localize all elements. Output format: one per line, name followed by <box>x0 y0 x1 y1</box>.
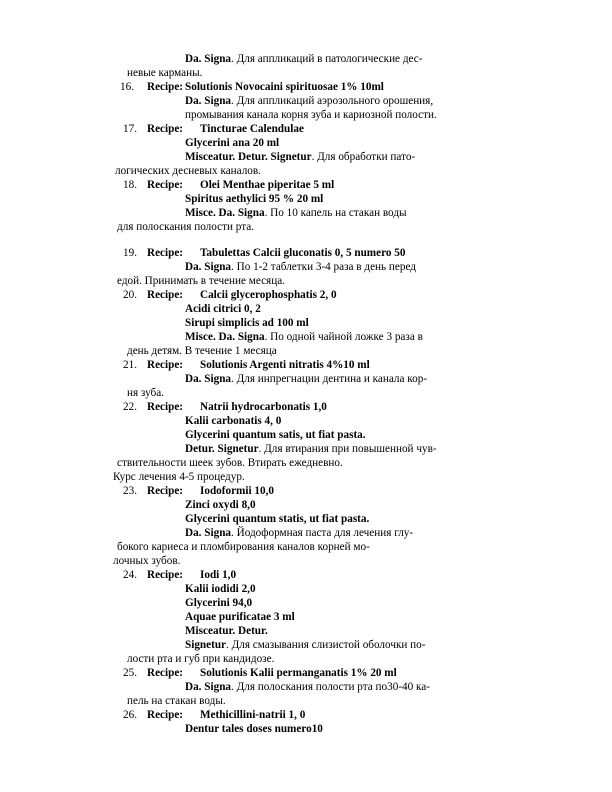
latin-prescription-text: Solutionis Argenti nitratis 4%10 ml <box>200 359 370 371</box>
text-line <box>113 471 245 484</box>
text-line <box>127 345 277 358</box>
text-line <box>185 331 423 344</box>
text-line <box>185 499 256 512</box>
text-line <box>185 109 437 122</box>
text-line <box>185 723 323 736</box>
latin-prescription-text: Misceatur. Detur. Signetur <box>185 151 312 163</box>
instruction-text: лости рта и губ при кандидозе. <box>127 653 275 665</box>
recipe-label: Recipe: <box>147 179 184 191</box>
text-line <box>185 429 366 442</box>
text-line <box>127 695 226 708</box>
instruction-text: ствительности шеек зубов. Втирать ежедневно. <box>117 457 343 469</box>
text-line <box>185 443 437 456</box>
instruction-text: Курс лечения 4-5 процедур. <box>113 471 245 483</box>
text-line <box>185 53 422 66</box>
text-line <box>200 485 274 498</box>
text-line <box>200 401 327 414</box>
text-line <box>185 583 256 596</box>
instruction-text: . По 10 капель на стакан воды <box>264 207 407 219</box>
instruction-text: бокого кариеса и пломбирования каналов корней мо- <box>117 541 370 553</box>
instruction-text: лочных зубов. <box>113 555 181 567</box>
text-line <box>200 123 304 136</box>
latin-prescription-text: Natrii hydrocarbonatis 1,0 <box>200 401 327 413</box>
recipe-label: Recipe: <box>147 247 184 259</box>
text-line <box>185 611 295 624</box>
text-line <box>185 193 323 206</box>
instruction-text: . Для инпрегнации дентина и канала кор- <box>231 373 428 385</box>
text-line <box>185 373 427 386</box>
latin-prescription-text: Acidi citrici 0, 2 <box>185 303 261 315</box>
instruction-text: . Для полоскания полости рта по30-40 ка- <box>231 681 430 693</box>
text-line <box>185 303 261 316</box>
latin-prescription-text: Detur. Signetur <box>185 443 259 455</box>
latin-prescription-text: Spiritus aethylici 95 % 20 ml <box>185 193 324 205</box>
text-line <box>200 709 305 722</box>
text-line <box>200 667 397 680</box>
latin-prescription-text: Iodi 1,0 <box>200 569 237 581</box>
text-line <box>117 275 285 288</box>
latin-prescription-text: Da. Signa <box>185 53 232 65</box>
recipe-number: 17. <box>123 123 137 135</box>
latin-prescription-text: Da. Signa <box>185 261 232 273</box>
recipe-label: Recipe: <box>147 569 184 581</box>
latin-prescription-text: Misce. Da. Signa <box>185 331 265 343</box>
instruction-text: промывания канала корня зуба и кариозной полости. <box>185 109 437 121</box>
text-line <box>185 639 425 652</box>
latin-prescription-text: Solutionis Novocaini spirituosae 1% 10ml <box>185 81 384 93</box>
latin-prescription-text: Solutionis Kalii permanganatis 1% 20 ml <box>200 667 397 679</box>
recipe-number: 23. <box>123 485 137 497</box>
recipe-label: Recipe: <box>147 81 184 93</box>
text-line <box>117 457 343 470</box>
latin-prescription-text: Calcii glycerophosphatis 2, 0 <box>200 289 337 301</box>
latin-prescription-text: Da. Signa <box>185 527 232 539</box>
latin-prescription-text: Glycerini quantum statis, ut fiat pasta. <box>185 513 370 525</box>
text-line <box>200 569 236 582</box>
text-line <box>200 179 334 192</box>
recipe-label: Recipe: <box>147 401 184 413</box>
text-line <box>185 81 384 94</box>
latin-prescription-text: Glycerini 94,0 <box>185 597 253 609</box>
text-line <box>185 207 407 220</box>
text-line <box>185 681 430 694</box>
latin-prescription-text: Aquae purificatae 3 ml <box>185 611 295 623</box>
text-line <box>127 387 164 400</box>
instruction-text: едой. Принимать в течение месяца. <box>117 275 285 287</box>
text-line <box>185 597 252 610</box>
instruction-text: . Для аппликаций в патологические дес- <box>231 53 423 65</box>
text-line <box>185 513 369 526</box>
latin-prescription-text: Glycerini quantum satis, ut fiat pasta. <box>185 429 366 441</box>
recipe-label: Recipe: <box>147 289 184 301</box>
instruction-text: . Для смазывания слизистой оболочки по- <box>226 639 426 651</box>
instruction-text: . По одной чайной ложке 3 раза в <box>264 331 423 343</box>
recipe-number: 24. <box>123 569 137 581</box>
text-line <box>127 67 202 80</box>
instruction-text: невые карманы. <box>127 67 203 79</box>
latin-prescription-text: Tabulettas Calcii gluconatis 0, 5 numero 50 <box>200 247 406 259</box>
text-line <box>185 137 279 150</box>
latin-prescription-text: Da. Signa <box>185 681 232 693</box>
text-line <box>185 625 268 638</box>
latin-prescription-text: Kalii iodidi 2,0 <box>185 583 256 595</box>
latin-prescription-text: Misce. Da. Signa <box>185 207 265 219</box>
text-line <box>185 95 433 108</box>
instruction-text: . Йодоформная паста для лечения глу- <box>231 527 414 539</box>
latin-prescription-text: Misceatur. Detur. <box>185 625 268 637</box>
text-line <box>185 317 309 330</box>
latin-prescription-text: Kalii carbonatis 4, 0 <box>185 415 282 427</box>
recipe-label: Recipe: <box>147 123 184 135</box>
latin-prescription-text: Olei Menthae piperitae 5 ml <box>200 179 335 191</box>
text-line <box>127 653 274 666</box>
latin-prescription-text: Da. Signa <box>185 373 232 385</box>
recipe-label: Recipe: <box>147 485 184 497</box>
text-line <box>185 261 416 274</box>
text-line <box>113 555 180 568</box>
instruction-text: . Для обработки пато- <box>311 151 416 163</box>
text-line <box>200 359 370 372</box>
instruction-text: логических десневых каналов. <box>115 165 261 177</box>
latin-prescription-text: Iodoformii 10,0 <box>200 485 274 497</box>
recipe-label: Recipe: <box>147 359 184 371</box>
text-line <box>115 165 261 178</box>
instruction-text: . По 1-2 таблетки 3-4 раза в день перед <box>231 261 416 273</box>
instruction-text: день детям. В течение 1 месяца <box>127 345 277 357</box>
latin-prescription-text: Tincturae Calendulae <box>200 123 304 135</box>
recipe-number: 16. <box>120 81 134 93</box>
recipe-number: 22. <box>123 401 137 413</box>
instruction-text: для полоскания полости рта. <box>117 221 254 233</box>
recipe-number: 21. <box>123 359 137 371</box>
recipe-label: Recipe: <box>147 709 184 721</box>
recipe-number: 25. <box>123 667 137 679</box>
recipe-number: 20. <box>123 289 137 301</box>
latin-prescription-text: Methicillini-natrii 1, 0 <box>200 709 306 721</box>
latin-prescription-text: Dentur tales doses numero10 <box>185 723 323 735</box>
text-line <box>200 247 405 260</box>
text-line <box>185 527 413 540</box>
instruction-text: ня зуба. <box>127 387 165 399</box>
recipe-number: 19. <box>123 247 137 259</box>
recipe-number: 18. <box>123 179 137 191</box>
text-line <box>200 289 337 302</box>
text-line <box>185 151 415 164</box>
text-line <box>185 415 281 428</box>
recipe-number: 26. <box>123 709 137 721</box>
instruction-text: . Для аппликаций аэрозольного орошения, <box>231 95 434 107</box>
recipe-label: Recipe: <box>147 667 184 679</box>
latin-prescription-text: Zinci oxydi 8,0 <box>185 499 256 511</box>
instruction-text: пель на стакан воды. <box>127 695 226 707</box>
instruction-text: . Для втирания при повышенной чув- <box>258 443 437 455</box>
latin-prescription-text: Sirupi simplicis ad 100 ml <box>185 317 309 329</box>
latin-prescription-text: Glycerini ana 20 ml <box>185 137 280 149</box>
text-line <box>117 541 370 554</box>
latin-prescription-text: Da. Signa <box>185 95 232 107</box>
text-line <box>117 221 254 234</box>
latin-prescription-text: Signetur <box>185 639 227 651</box>
